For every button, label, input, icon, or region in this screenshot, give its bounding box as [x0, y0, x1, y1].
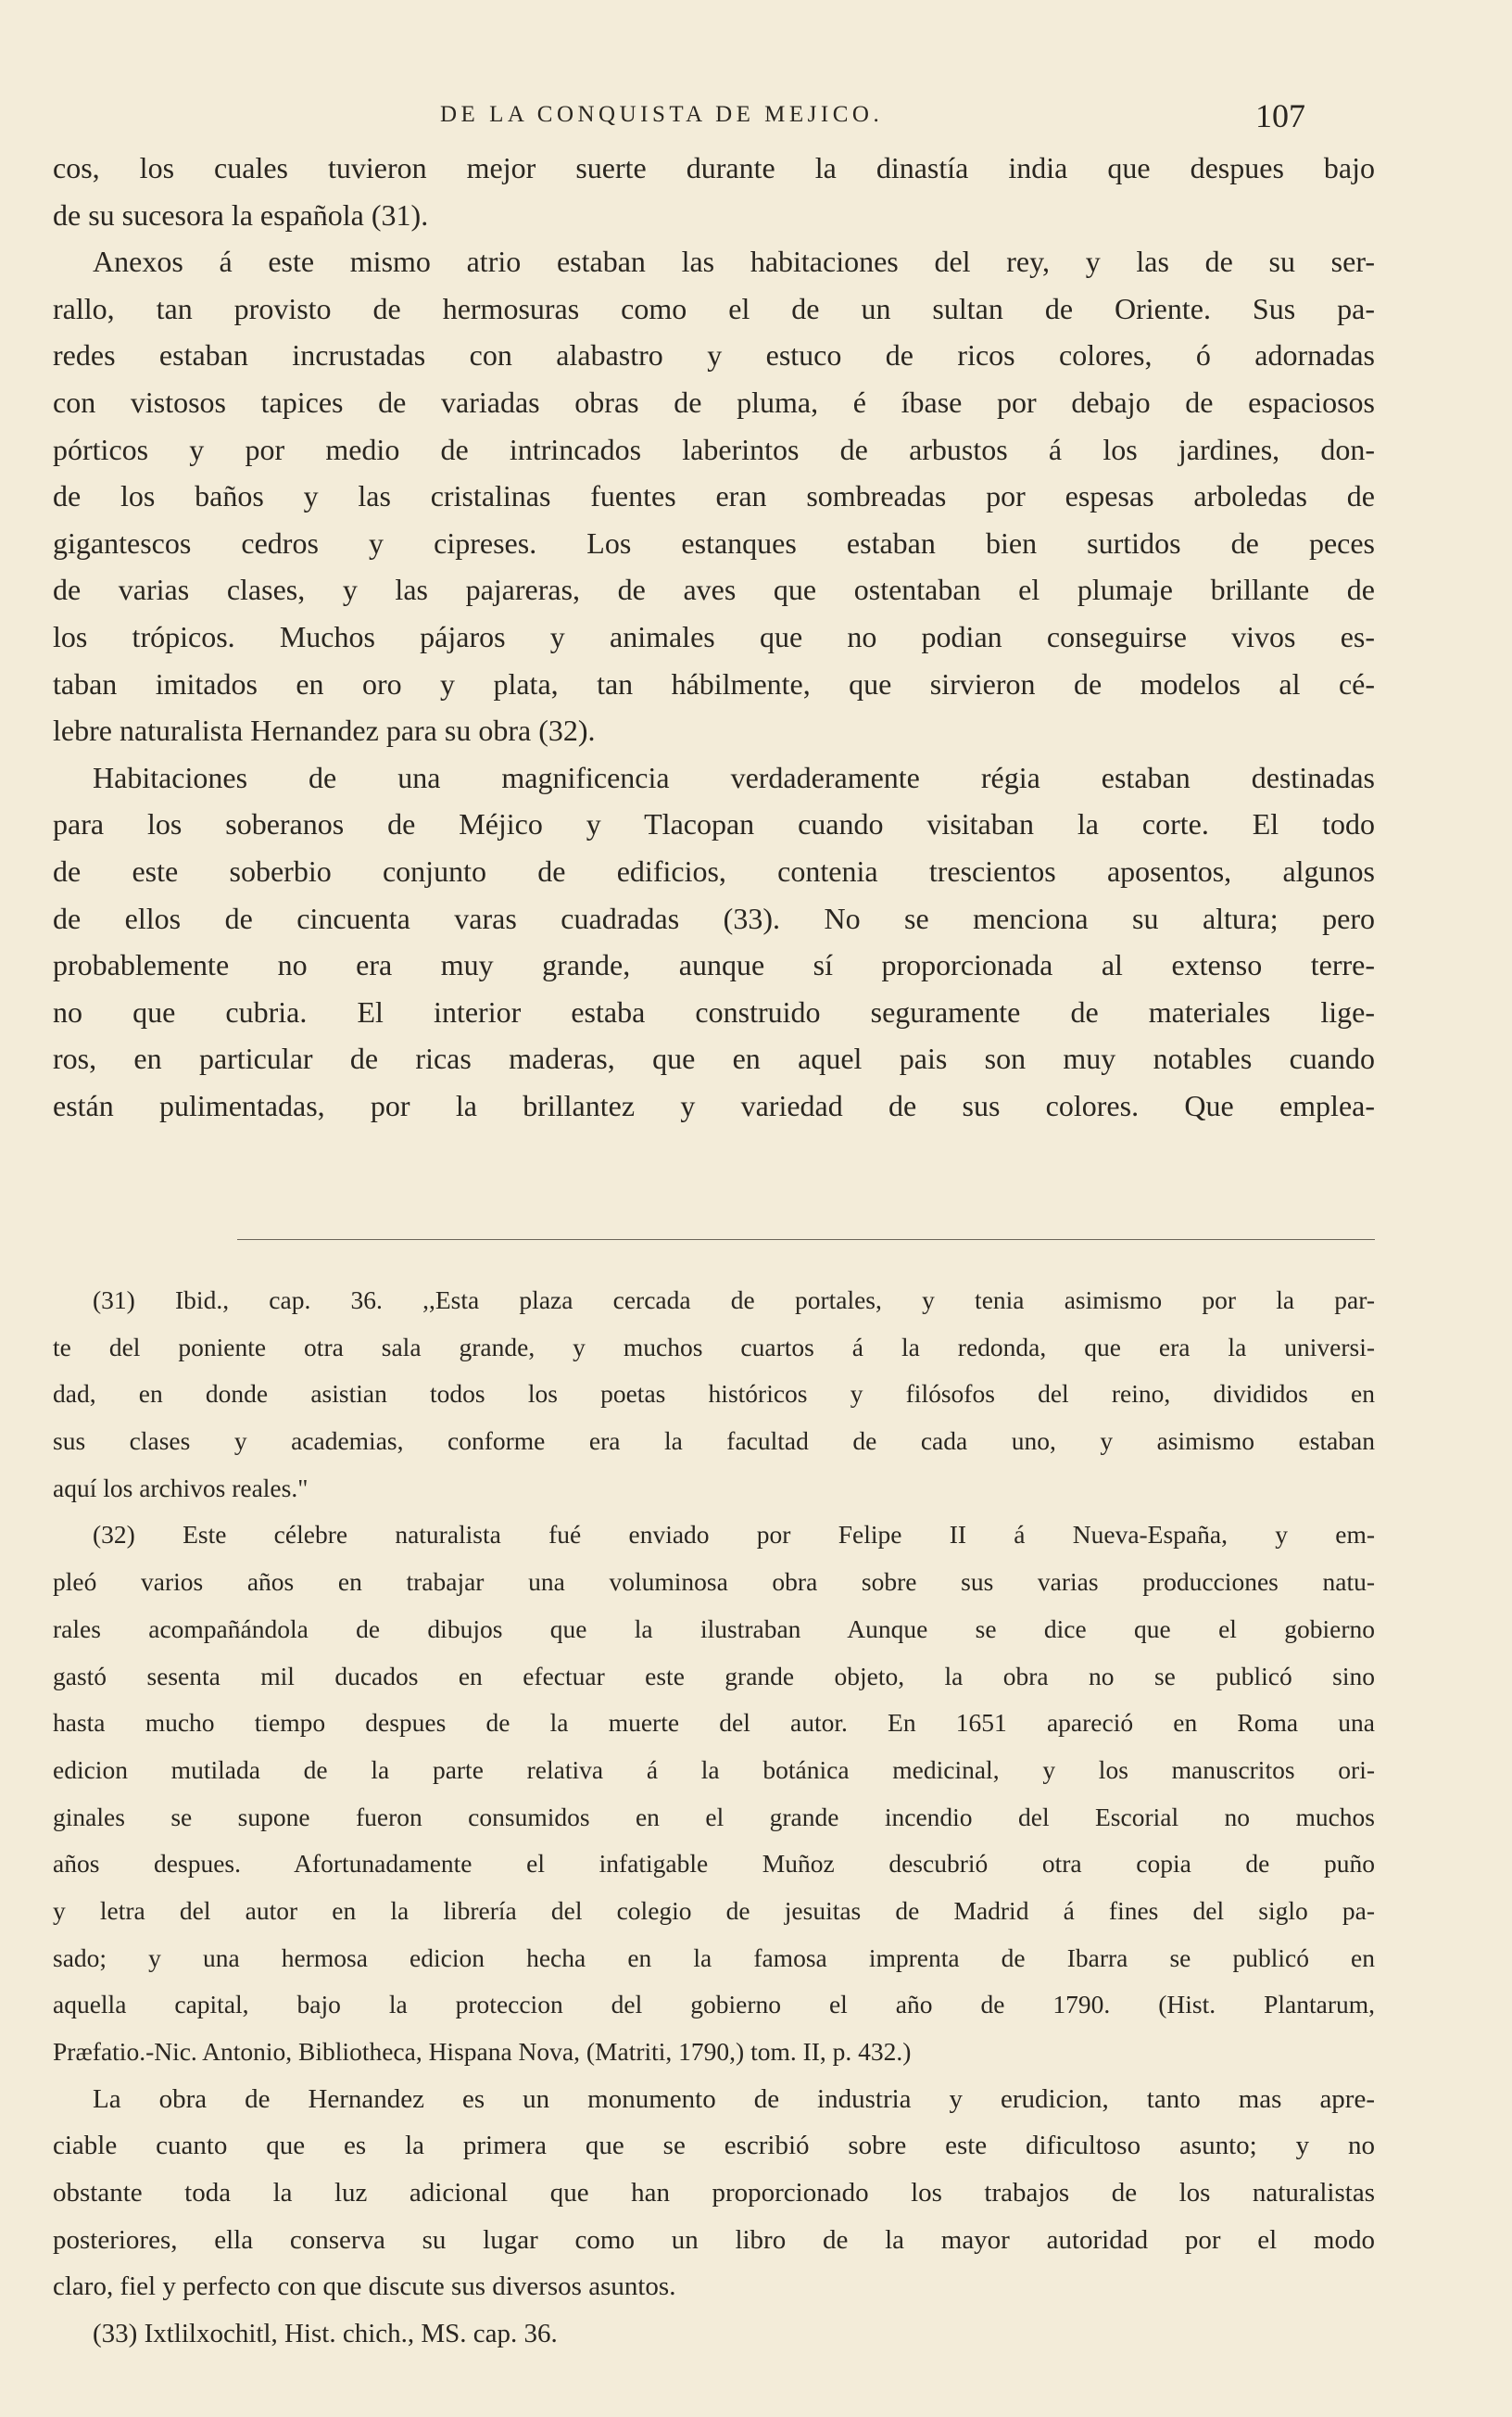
body-text-line: lebre naturalista Hernandez para su obra (32).: [53, 714, 596, 748]
body-text-line: de varias clases, y las pajareras, de aves que ostentaban el plumaje brillante de: [53, 573, 1375, 607]
footnote-line: claro, fiel y perfecto con que discute sus diversos asuntos.: [53, 2271, 676, 2302]
footnotes: [53, 1277, 1375, 2358]
running-head: [0, 96, 1512, 143]
footnote-line: gastó sesenta mil ducados en efectuar este grande objeto, la obra no se publicó sino: [53, 1661, 1375, 1690]
body-text-line: de ellos de cincuenta varas cuadradas (33). No se menciona su altura; pero: [53, 901, 1375, 935]
footnote-line: sus clases y academias, conforme era la facultad de cada uno, y asimismo estaban: [53, 1426, 1375, 1456]
footnote-line: rales acompañándola de dibujos que la ilustraban Aunque se dice que el gobierno: [53, 1613, 1375, 1643]
footnote-line: aquella capital, bajo la proteccion del gobierno el año de 1790. (Hist. Plantarum,: [53, 1990, 1375, 2019]
footnote-line: (33) Ixtlilxochitl, Hist. chich., MS. cap. 36.: [93, 2319, 558, 2349]
body-text-line: con vistosos tapices de variadas obras de pluma, é íbase por debajo de espaciosos: [53, 385, 1375, 419]
body-text-line: Habitaciones de una magnificencia verdaderamente régia estaban destinadas: [93, 760, 1375, 794]
body-text-line: los trópicos. Muchos pájaros y animales que no podian conseguirse vivos es-: [53, 619, 1375, 653]
footnote-line: obstante toda la luz adicional que han proporcionado los trabajos de los naturalistas: [53, 2178, 1375, 2208]
footnote-line: (32) Este célebre naturalista fué enviado por Felipe II á Nueva-España, y em-: [93, 1520, 1375, 1550]
footnote-line: edicion mutilada de la parte relativa á la botánica medicinal, y los manuscritos ori-: [53, 1754, 1375, 1784]
body-text-line: taban imitados en oro y plata, tan hábilmente, que sirvieron de modelos al cé-: [53, 666, 1375, 701]
footnote-line: hasta mucho tiempo despues de la muerte del autor. En 1651 apareció en Roma una: [53, 1708, 1375, 1738]
footnote-block: [53, 1277, 1375, 2076]
page-number: 107: [1255, 97, 1305, 134]
footnote-line: La obra de Hernandez es un monumento de industria y erudicion, tanto mas apre-: [93, 2083, 1375, 2114]
footnote-line: años despues. Afortunadamente el infatigable Muñoz descubrió otra copia de puño: [53, 1849, 1375, 1879]
body-text-line: ros, en particular de ricas maderas, que en aquel pais son muy notables cuando: [53, 1042, 1375, 1076]
footnote-line: te del poniente otra sala grande, y muchos cuartos á la redonda, que era la universi-: [53, 1332, 1375, 1361]
running-title: DE LA CONQUISTA DE MEJICO.: [440, 102, 884, 127]
body-text-line: de su sucesora la española (31).: [53, 197, 429, 232]
footnote-line: pleó varios años en trabajar una voluminosa obra sobre sus varias producciones natu-: [53, 1567, 1375, 1597]
footnote-separator-rule: [237, 1239, 1375, 1240]
body-text-line: Anexos á este mismo atrio estaban las habitaciones del rey, y las de su ser-: [93, 245, 1375, 279]
body-text-line: cos, los cuales tuvieron mejor suerte durante la dinastía india que despues bajo: [53, 151, 1375, 184]
body-text-line: para los soberanos de Méjico y Tlacopan cuando visitaban la corte. El todo: [53, 807, 1375, 842]
body-text-line: de este soberbio conjunto de edificios, contenia trescientos aposentos, algunos: [53, 854, 1375, 888]
footnote-line: sado; y una hermosa edicion hecha en la famosa imprenta de Ibarra se publicó en: [53, 1942, 1375, 1972]
footnote-line: ginales se supone fueron consumidos en el grande incendio del Escorial no muchos: [53, 1802, 1375, 1831]
footnote-line: dad, en donde asistian todos los poetas históricos y filósofos del reino, divididos en: [53, 1379, 1375, 1409]
footnote-line: posteriores, ella conserva su lugar como un libro de la mayor autoridad por el modo: [53, 2224, 1375, 2255]
body-text-line: no que cubria. El interior estaba construido seguramente de materiales lige-: [53, 994, 1375, 1029]
body-text-line: probablemente no era muy grande, aunque sí proporcionada al extenso terre-: [53, 948, 1375, 982]
main-text: [53, 145, 1375, 1129]
body-text-line: pórticos y por medio de intrincados laberintos de arbustos á los jardines, don-: [53, 432, 1375, 466]
footnote-line: ciable cuanto que es la primera que se escribió sobre este dificultoso asunto; y no: [53, 2131, 1375, 2161]
footnote-line: y letra del autor en la librería del colegio de jesuitas de Madrid á fines del siglo pa-: [53, 1895, 1375, 1925]
footnote-line: aquí los archivos reales.": [53, 1473, 309, 1502]
footnote-line: (31) Ibid., cap. 36. ,,Esta plaza cercada de portales, y tenia asimismo por la par-: [93, 1285, 1375, 1314]
body-text-line: redes estaban incrustadas con alabastro y estuco de ricos colores, ó adornadas: [53, 338, 1375, 373]
footnote-line: Præfatio.-Nic. Antonio, Bibliotheca, Hispana Nova, (Matriti, 1790,) tom. II, p. 432.): [53, 2037, 912, 2066]
footnote-commentary: [53, 2076, 1375, 2358]
body-text-line: gigantescos cedros y cipreses. Los estanques estaban bien surtidos de peces: [53, 525, 1375, 560]
body-text-line: están pulimentadas, por la brillantez y variedad de sus colores. Que emplea-: [53, 1088, 1375, 1122]
body-text-line: rallo, tan provisto de hermosuras como el de un sultan de Oriente. Sus pa-: [53, 291, 1375, 325]
body-text-line: de los baños y las cristalinas fuentes eran sombreadas por espesas arboledas de: [53, 479, 1375, 513]
